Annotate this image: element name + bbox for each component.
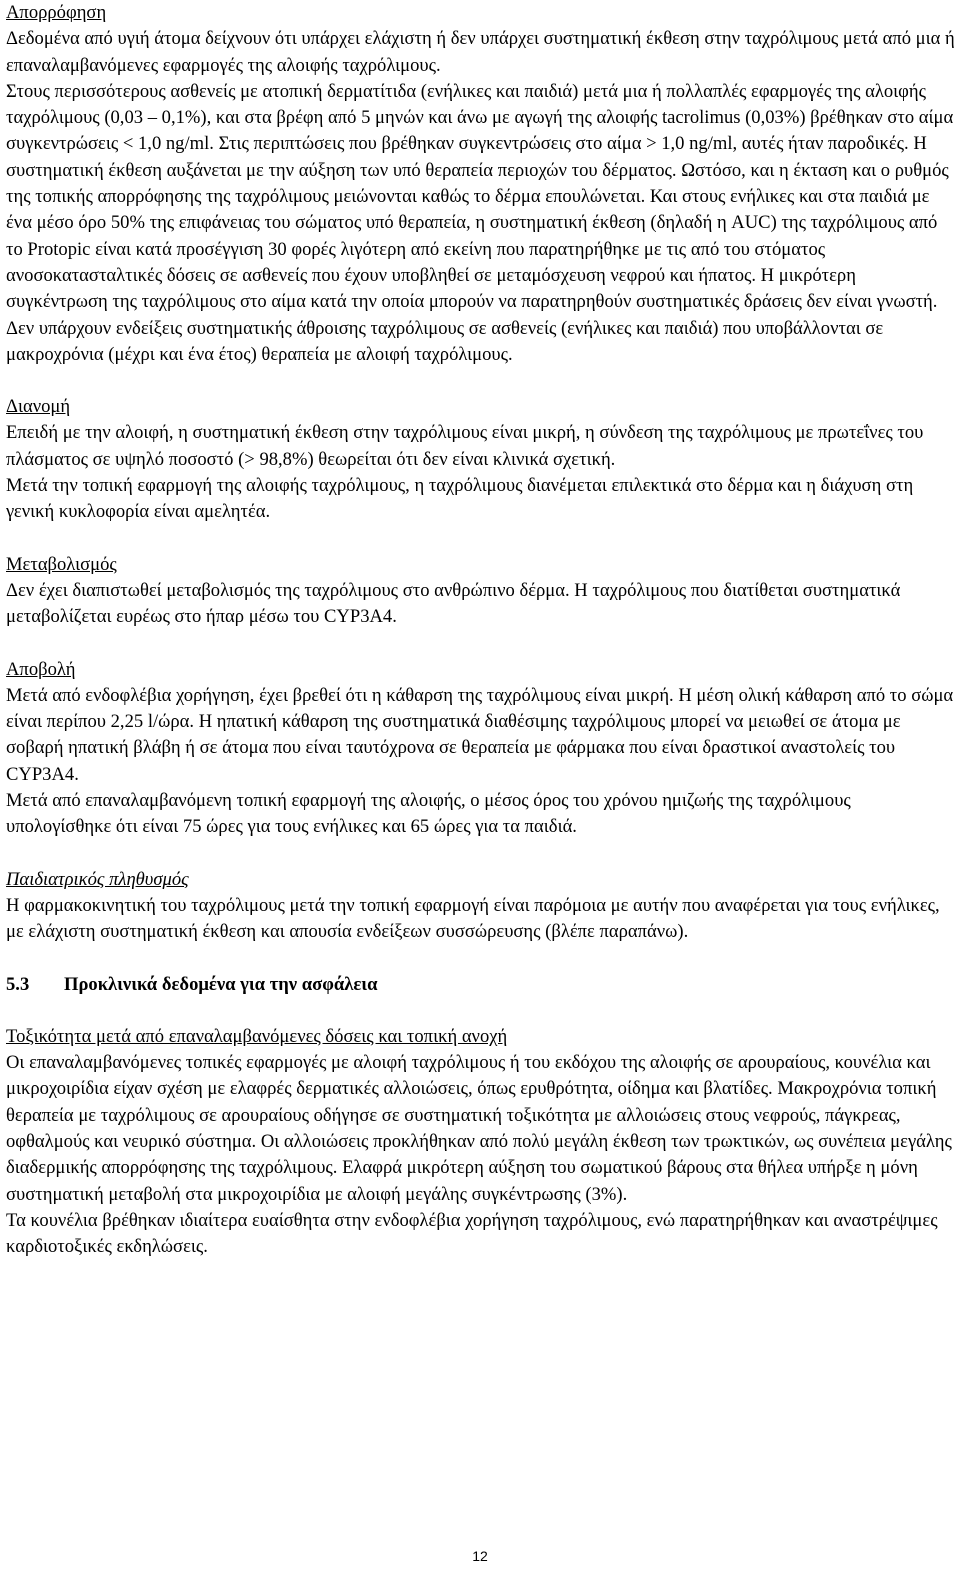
elimination-paragraph-1: Μετά από ενδοφλέβια χορήγηση, έχει βρεθεί ότι η κάθαρση της ταχρόλιμους είναι μικρή. Η μέση ολική κάθαρση από το σώμα είναι περίπου 2,25 l/ώρα. Η ηπατική κάθαρση της συστηματικά διαθέσιμης ταχρόλιμους μπορεί να μειωθεί σε άτομα με σοβαρή ηπατική βλάβη ή σε άτομα που είναι ταυτόχρονα σε θεραπεία με φάρμακα που είναι δραστικοί αναστολείς του CYP3A4.: [6, 684, 954, 785]
toxicity-heading: Τοξικότητα μετά από επαναλαμβανόμενες δόσεις και τοπική ανοχή: [6, 1025, 508, 1047]
elimination-section: [6, 657, 956, 841]
absorption-heading: Απορρόφηση: [6, 2, 107, 23]
section-title: Προκλινικά δεδομένα για την ασφάλεια: [64, 973, 378, 995]
toxicity-section: [6, 1024, 956, 1261]
absorption-paragraph-3: Δεν υπάρχουν ενδείξεις συστηματικής άθροισης ταχρόλιμους σε ασθενείς (ενήλικες και παιδιά) που υποβάλλονται σε μακροχρόνια (μέχρι και ένα έτος) θεραπεία με αλοιφή ταχρόλιμους.: [6, 317, 884, 365]
distribution-section: [6, 394, 956, 525]
pediatric-heading: Παιδιατρικός πληθυσμός: [6, 868, 189, 890]
toxicity-paragraph-2: Τα κουνέλια βρέθηκαν ιδιαίτερα ευαίσθητα στην ενδοφλέβια χορήγηση ταχρόλιμους, ενώ παρατηρήθηκαν και αναστρέψιμες καρδιοτοξικές εκδηλώσεις.: [6, 1209, 938, 1258]
absorption-section: [6, 0, 956, 368]
metabolism-heading: Μεταβολισμός: [6, 553, 117, 575]
section-number: 5.3: [6, 973, 30, 995]
page-number: 12: [472, 1548, 488, 1564]
elimination-paragraph-2: Μετά από επαναλαμβανόμενη τοπική εφαρμογή της αλοιφής, ο μέσος όρος του χρόνου ημιζωής της ταχρόλιμους υπολογίσθηκε ότι είναι 75 ώρες για τους ενήλικες και 65 ώρες για τα παιδιά.: [6, 790, 851, 838]
absorption-paragraph-1: Δεδομένα από υγιή άτομα δείχνουν ότι υπάρχει ελάχιστη ή δεν υπάρχει συστηματική έκθεση στην ταχρόλιμους μετά από μια ή επαναλαμβανόμενες εφαρμογές της αλοιφής ταχρόλιμους.: [6, 28, 955, 76]
elimination-heading: Αποβολή: [6, 658, 76, 680]
metabolism-paragraph-1: Δεν έχει διαπιστωθεί μεταβολισμός της ταχρόλιμους στο ανθρώπινο δέρμα. Η ταχρόλιμους που διατίθεται συστηματικά μεταβολίζεται ευρέως στο ήπαρ μέσω του CYP3A4.: [6, 579, 901, 628]
pediatric-paragraph-1: Η φαρμακοκινητική του ταχρόλιμους μετά την τοπική εφαρμογή είναι παρόμοια με αυτήν που αναφέρεται για τους ενήλικες, με ελάχιστη συστηματική έκθεση και απουσία ενδείξεων συσσώρευσης (βλέπε παραπάνω).: [6, 894, 940, 943]
distribution-paragraph-1: Επειδή με την αλοιφή, η συστηματική έκθεση στην ταχρόλιμους είναι μικρή, η σύνδεση της ταχρόλιμους με πρωτεΐνες του πλάσματος σε υψηλό ποσοστό (> 98,8%) θεωρείται ότι δεν είναι κλινικά σχετική.: [6, 422, 924, 470]
distribution-paragraph-2: Μετά την τοπική εφαρμογή της αλοιφής ταχρόλιμους, η ταχρόλιμους διανέμεται επιλεκτικά στο δέρμα και η διάχυση στη γενική κυκλοφορία είναι αμελητέα.: [6, 475, 914, 523]
toxicity-paragraph-1: Οι επαναλαμβανόμενες τοπικές εφαρμογές με αλοιφή ταχρόλιμους ή του εκδόχου της αλοιφής σε αρουραίους, κουνέλια και μικροχοιρίδια είχαν σχέση με ελαφρές δερματικές αλλοιώσεις, όπως ερυθρότητα, οίδημα και βλατίδες. Μακροχρόνια τοπική θεραπεία με ταχρόλιμους σε αρουραίους οδήγησε σε συστηματική τοξικότητα με αλλοιώσεις στους νεφρούς, πάγκρεας, οφθαλμούς και νευρικό σύστημα. Οι αλλοιώσεις προκλήθηκαν από πολύ μεγάλη έκθεση των τρωκτικών, ως συνέπεια μεγάλης διαδερμικής απορρόφησης της ταχρόλιμους. Ελαφρά μικρότερη αύξηση του σωματικού βάρους στα θήλεα υπήρξε η μόνη συστηματική μεταβολή στα μικροχοιρίδια με αλοιφή μεγάλης συγκέντρωσης (3%).: [6, 1052, 952, 1205]
absorption-paragraph-2: Στους περισσότερους ασθενείς με ατοπική δερματίτιδα (ενήλικες και παιδιά) μετά μια ή πολλαπλές εφαρμογές της αλοιφής ταχρόλιμους (0,03 – 0,1%), και στα βρέφη από 5 μηνών και άνω με αγωγή της αλοιφής tacrolimus (0,03%) βρέθηκαν στο αίμα συγκεντρώσεις < 1,0 ng/ml. Στις περιπτώσεις που βρέθηκαν συγκεντρώσεις στο αίμα > 1,0 ng/ml, αυτές ήταν παροδικές. Η συστηματική έκθεση αυξάνεται με την αύξηση των υπό θεραπεία περιοχών του δέρματος. Ωστόσο, και η έκταση και ο ρυθμός της τοπικής απορρόφησης της ταχρόλιμους μειώνονται καθώς το δέρμα επουλώνεται. Και στους ενήλικες και στα παιδιά με ένα μέσο όρο 50% της επιφάνειας του σώματος υπό θεραπεία, η συστηματική έκθεση (δηλαδή η AUC) της ταχρόλιμους από το Protopic είναι κατά προσέγγιση 30 φορές λιγότερη από εκείνη που παρατηρήθηκε με τις από του στόματος ανοσοκατασταλτικές δόσεις σε ασθενείς που έχουν υποβληθεί σε μεταμόσχευση νεφρού και ήπατος. Η μικρότερη συγκέντρωση της ταχρόλιμους στο αίμα κατά την οποία μπορούν να παρατηρηθούν συστηματικές δράσεις δεν είναι γνωστή.: [6, 80, 954, 313]
section-5-3-title: [6, 972, 956, 998]
distribution-heading: Διανομή: [6, 396, 71, 418]
metabolism-section: [6, 552, 956, 631]
pediatric-section: [6, 867, 956, 946]
document-page: [6, 0, 956, 1260]
